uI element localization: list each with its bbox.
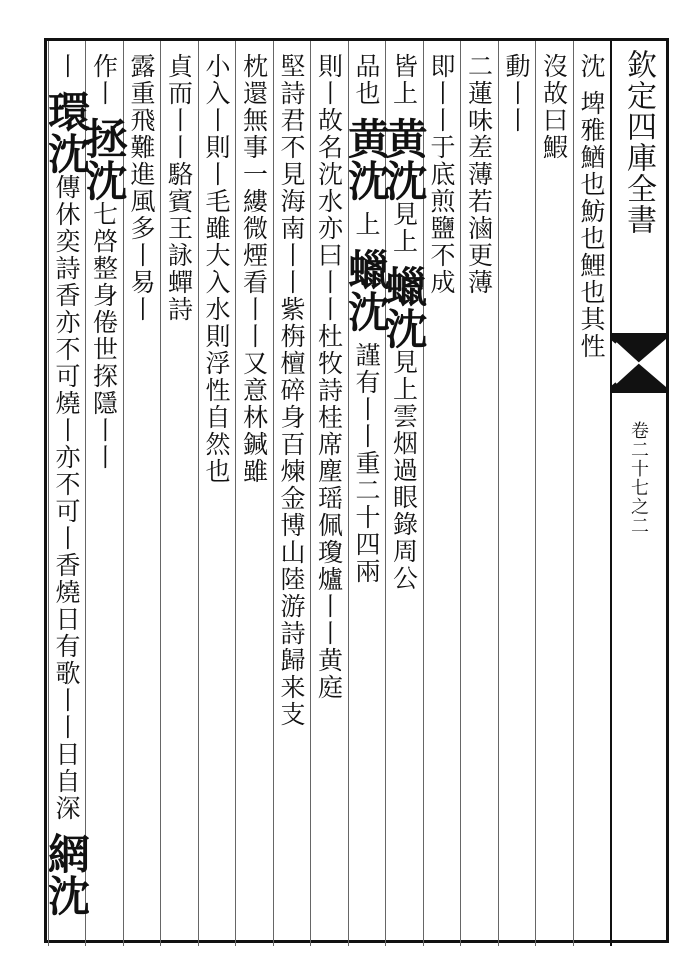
headword: 環沈 xyxy=(42,89,91,174)
column-rule xyxy=(160,41,161,946)
text-column: 堅詩君不見海南丨丨紫栴檀碎身百煉金博山陸游詩歸来支 xyxy=(277,53,306,728)
text-column: 皆上 黄沈見上 蠟沈見上雲烟過眼錄周公 xyxy=(379,53,429,592)
book-title: 欽定四庫全書 xyxy=(621,49,656,235)
headword: 蠟沈 xyxy=(342,247,391,332)
column-rule xyxy=(85,41,86,946)
text-column: 沒故曰鰕 xyxy=(539,53,569,161)
page-frame xyxy=(44,38,669,943)
fishtail-ornament xyxy=(610,333,666,393)
text-column: 丨 環沈傳休奕詩香亦不可燒丨亦不可丨香燒日有歌丨丨日自深 網沈 xyxy=(42,53,91,916)
headword: 黄沈 xyxy=(379,116,429,201)
page-header-column xyxy=(610,41,666,946)
text-column: 貞而丨丨駱賓王詠蟬詩 xyxy=(164,53,194,323)
column-rule xyxy=(460,41,461,946)
text-column: 則丨故名沈水亦曰丨丨杜牧詩桂席塵瑶佩瓊爐丨丨黄庭 xyxy=(314,53,344,701)
text-column: 動丨丨 xyxy=(502,53,531,134)
text-column: 作丨 拯沈七啓整身倦世探隱丨丨 xyxy=(79,53,129,471)
column-rule xyxy=(535,41,536,946)
text-column: 即丨丨于底煎鹽不成 xyxy=(427,53,456,296)
text-column: 沈 埤雅鰌也魴也鯉也其性 xyxy=(577,53,606,360)
text-column: 品也 黄沈 上 蠟沈 謹有丨丨重二十四兩 xyxy=(342,53,391,585)
column-rule xyxy=(48,41,49,946)
column-rule xyxy=(498,41,499,946)
text-column: 枕還無事一縷微煙看丨丨又意林鍼雖 xyxy=(239,53,269,485)
headword: 黄沈 xyxy=(342,116,391,201)
headword: 拯沈 xyxy=(79,116,129,201)
column-rule xyxy=(235,41,236,946)
headword: 網沈 xyxy=(42,831,91,916)
column-rule xyxy=(348,41,349,946)
column-rule xyxy=(198,41,199,946)
text-column: 二蓮味差薄若滷更薄 xyxy=(464,53,494,296)
text-column: 露重飛難進風多丨易丨 xyxy=(127,53,156,323)
column-rule xyxy=(310,41,311,946)
column-rule xyxy=(273,41,274,946)
column-rule xyxy=(573,41,574,946)
text-column: 小入丨則丨毛雖大入水則浮性自然也 xyxy=(202,53,231,485)
headword: 蠟沈 xyxy=(379,264,429,349)
volume-label: 卷二十七之二 xyxy=(628,421,649,535)
